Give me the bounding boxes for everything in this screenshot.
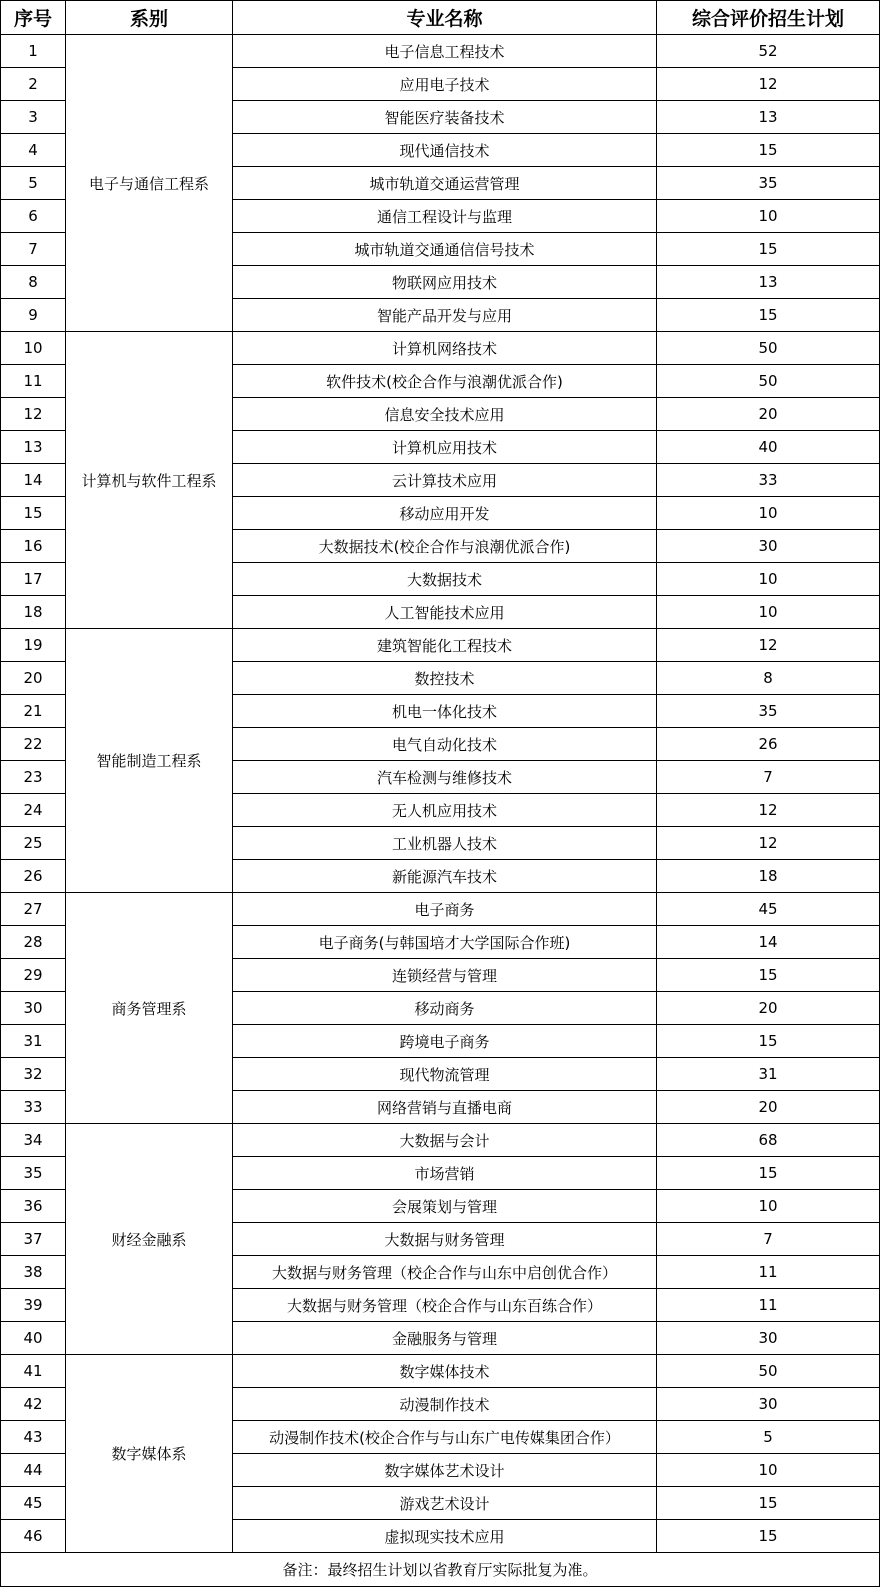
row-number: 39 xyxy=(1,1289,66,1322)
header-plan: 综合评价招生计划 xyxy=(657,1,880,35)
major-name: 连锁经营与管理 xyxy=(233,959,657,992)
plan-count: 15 xyxy=(657,134,880,167)
major-name: 软件技术(校企合作与浪潮优派合作) xyxy=(233,365,657,398)
major-name: 电子商务(与韩国培才大学国际合作班) xyxy=(233,926,657,959)
major-name: 大数据与财务管理（校企合作与山东中启创优合作） xyxy=(233,1256,657,1289)
table-row xyxy=(1,332,880,365)
plan-count: 26 xyxy=(657,728,880,761)
header-number: 序号 xyxy=(1,1,66,35)
plan-count: 35 xyxy=(657,167,880,200)
major-name: 大数据技术 xyxy=(233,563,657,596)
major-name: 城市轨道交通通信信号技术 xyxy=(233,233,657,266)
major-name: 建筑智能化工程技术 xyxy=(233,629,657,662)
major-name: 汽车检测与维修技术 xyxy=(233,761,657,794)
major-name: 动漫制作技术(校企合作与与山东广电传媒集团合作） xyxy=(233,1421,657,1454)
plan-count: 45 xyxy=(657,893,880,926)
table-header xyxy=(1,1,880,35)
row-number: 6 xyxy=(1,200,66,233)
row-number: 32 xyxy=(1,1058,66,1091)
row-number: 20 xyxy=(1,662,66,695)
row-number: 7 xyxy=(1,233,66,266)
plan-count: 14 xyxy=(657,926,880,959)
major-name: 市场营销 xyxy=(233,1157,657,1190)
table-row xyxy=(1,629,880,662)
major-name: 大数据与财务管理（校企合作与山东百练合作） xyxy=(233,1289,657,1322)
department-cell: 商务管理系 xyxy=(66,893,233,1124)
plan-count: 33 xyxy=(657,464,880,497)
major-name: 现代物流管理 xyxy=(233,1058,657,1091)
major-name: 通信工程设计与监理 xyxy=(233,200,657,233)
plan-count: 35 xyxy=(657,695,880,728)
table-body xyxy=(1,35,880,1553)
header-major: 专业名称 xyxy=(233,1,657,35)
plan-count: 5 xyxy=(657,1421,880,1454)
major-name: 金融服务与管理 xyxy=(233,1322,657,1355)
major-name: 游戏艺术设计 xyxy=(233,1487,657,1520)
header-row xyxy=(1,1,880,35)
row-number: 23 xyxy=(1,761,66,794)
row-number: 25 xyxy=(1,827,66,860)
footnote: 备注：最终招生计划以省教育厅实际批复为准。 xyxy=(1,1553,880,1587)
row-number: 42 xyxy=(1,1388,66,1421)
row-number: 14 xyxy=(1,464,66,497)
major-name: 城市轨道交通运营管理 xyxy=(233,167,657,200)
row-number: 15 xyxy=(1,497,66,530)
major-name: 物联网应用技术 xyxy=(233,266,657,299)
major-name: 数字媒体技术 xyxy=(233,1355,657,1388)
plan-count: 15 xyxy=(657,959,880,992)
plan-count: 12 xyxy=(657,794,880,827)
row-number: 13 xyxy=(1,431,66,464)
row-number: 3 xyxy=(1,101,66,134)
plan-count: 13 xyxy=(657,266,880,299)
major-name: 会展策划与管理 xyxy=(233,1190,657,1223)
footnote-row xyxy=(1,1553,880,1587)
table-row xyxy=(1,35,880,68)
major-name: 大数据与会计 xyxy=(233,1124,657,1157)
plan-count: 68 xyxy=(657,1124,880,1157)
row-number: 21 xyxy=(1,695,66,728)
major-name: 动漫制作技术 xyxy=(233,1388,657,1421)
department-cell: 计算机与软件工程系 xyxy=(66,332,233,629)
major-name: 计算机网络技术 xyxy=(233,332,657,365)
plan-count: 15 xyxy=(657,299,880,332)
major-name: 人工智能技术应用 xyxy=(233,596,657,629)
row-number: 12 xyxy=(1,398,66,431)
plan-count: 15 xyxy=(657,1487,880,1520)
plan-count: 50 xyxy=(657,332,880,365)
plan-count: 10 xyxy=(657,1454,880,1487)
row-number: 24 xyxy=(1,794,66,827)
row-number: 31 xyxy=(1,1025,66,1058)
major-name: 智能产品开发与应用 xyxy=(233,299,657,332)
row-number: 35 xyxy=(1,1157,66,1190)
department-cell: 数字媒体系 xyxy=(66,1355,233,1553)
major-name: 网络营销与直播电商 xyxy=(233,1091,657,1124)
plan-count: 15 xyxy=(657,1520,880,1553)
row-number: 46 xyxy=(1,1520,66,1553)
plan-count: 12 xyxy=(657,629,880,662)
plan-count: 11 xyxy=(657,1256,880,1289)
plan-count: 40 xyxy=(657,431,880,464)
plan-count: 10 xyxy=(657,596,880,629)
row-number: 29 xyxy=(1,959,66,992)
row-number: 9 xyxy=(1,299,66,332)
row-number: 11 xyxy=(1,365,66,398)
plan-count: 13 xyxy=(657,101,880,134)
row-number: 22 xyxy=(1,728,66,761)
table-row xyxy=(1,1124,880,1157)
row-number: 45 xyxy=(1,1487,66,1520)
major-name: 计算机应用技术 xyxy=(233,431,657,464)
major-name: 大数据技术(校企合作与浪潮优派合作) xyxy=(233,530,657,563)
major-name: 跨境电子商务 xyxy=(233,1025,657,1058)
row-number: 27 xyxy=(1,893,66,926)
major-name: 应用电子技术 xyxy=(233,68,657,101)
plan-count: 52 xyxy=(657,35,880,68)
plan-count: 20 xyxy=(657,992,880,1025)
plan-count: 8 xyxy=(657,662,880,695)
plan-count: 10 xyxy=(657,200,880,233)
major-name: 数控技术 xyxy=(233,662,657,695)
major-name: 电气自动化技术 xyxy=(233,728,657,761)
row-number: 36 xyxy=(1,1190,66,1223)
row-number: 26 xyxy=(1,860,66,893)
major-name: 现代通信技术 xyxy=(233,134,657,167)
plan-count: 12 xyxy=(657,68,880,101)
row-number: 28 xyxy=(1,926,66,959)
plan-count: 7 xyxy=(657,1223,880,1256)
row-number: 1 xyxy=(1,35,66,68)
row-number: 41 xyxy=(1,1355,66,1388)
plan-count: 10 xyxy=(657,563,880,596)
row-number: 33 xyxy=(1,1091,66,1124)
plan-count: 30 xyxy=(657,530,880,563)
row-number: 8 xyxy=(1,266,66,299)
plan-count: 30 xyxy=(657,1388,880,1421)
row-number: 17 xyxy=(1,563,66,596)
row-number: 2 xyxy=(1,68,66,101)
row-number: 37 xyxy=(1,1223,66,1256)
plan-count: 11 xyxy=(657,1289,880,1322)
row-number: 30 xyxy=(1,992,66,1025)
plan-count: 31 xyxy=(657,1058,880,1091)
major-name: 新能源汽车技术 xyxy=(233,860,657,893)
major-name: 虚拟现实技术应用 xyxy=(233,1520,657,1553)
plan-count: 10 xyxy=(657,1190,880,1223)
row-number: 16 xyxy=(1,530,66,563)
row-number: 4 xyxy=(1,134,66,167)
row-number: 44 xyxy=(1,1454,66,1487)
table-row xyxy=(1,893,880,926)
plan-count: 20 xyxy=(657,1091,880,1124)
row-number: 43 xyxy=(1,1421,66,1454)
row-number: 18 xyxy=(1,596,66,629)
row-number: 34 xyxy=(1,1124,66,1157)
row-number: 40 xyxy=(1,1322,66,1355)
major-name: 电子信息工程技术 xyxy=(233,35,657,68)
table-row xyxy=(1,1355,880,1388)
major-name: 信息安全技术应用 xyxy=(233,398,657,431)
major-name: 智能医疗装备技术 xyxy=(233,101,657,134)
row-number: 10 xyxy=(1,332,66,365)
header-department: 系别 xyxy=(66,1,233,35)
major-name: 大数据与财务管理 xyxy=(233,1223,657,1256)
department-cell: 智能制造工程系 xyxy=(66,629,233,893)
major-name: 电子商务 xyxy=(233,893,657,926)
major-name: 数字媒体艺术设计 xyxy=(233,1454,657,1487)
plan-count: 15 xyxy=(657,233,880,266)
major-name: 机电一体化技术 xyxy=(233,695,657,728)
plan-count: 12 xyxy=(657,827,880,860)
department-cell: 财经金融系 xyxy=(66,1124,233,1355)
row-number: 38 xyxy=(1,1256,66,1289)
plan-count: 50 xyxy=(657,365,880,398)
plan-count: 50 xyxy=(657,1355,880,1388)
table-footer xyxy=(1,1553,880,1587)
major-name: 移动应用开发 xyxy=(233,497,657,530)
major-name: 云计算技术应用 xyxy=(233,464,657,497)
plan-count: 10 xyxy=(657,497,880,530)
plan-count: 7 xyxy=(657,761,880,794)
plan-count: 15 xyxy=(657,1025,880,1058)
plan-count: 18 xyxy=(657,860,880,893)
plan-count: 15 xyxy=(657,1157,880,1190)
plan-count: 20 xyxy=(657,398,880,431)
row-number: 5 xyxy=(1,167,66,200)
plan-count: 30 xyxy=(657,1322,880,1355)
row-number: 19 xyxy=(1,629,66,662)
major-name: 工业机器人技术 xyxy=(233,827,657,860)
major-name: 无人机应用技术 xyxy=(233,794,657,827)
department-cell: 电子与通信工程系 xyxy=(66,35,233,332)
major-name: 移动商务 xyxy=(233,992,657,1025)
